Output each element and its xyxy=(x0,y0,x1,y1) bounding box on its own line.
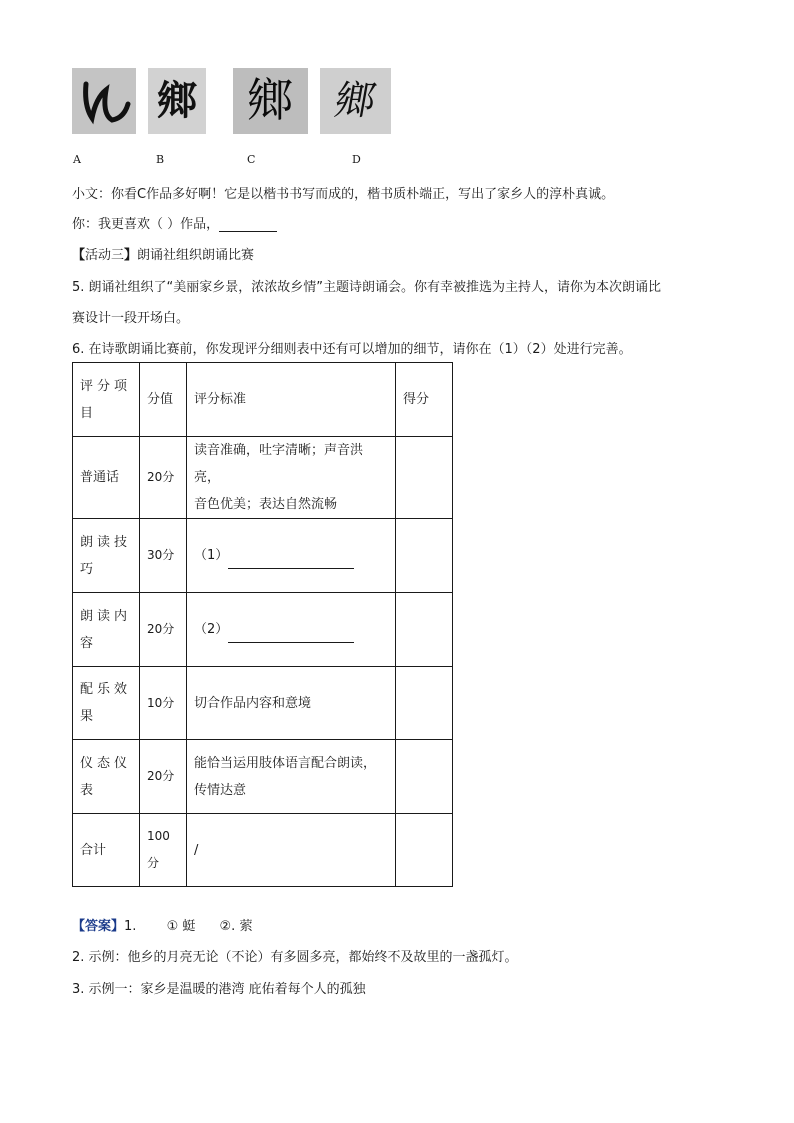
activity-three-heading xyxy=(72,244,254,263)
row-got[interactable] xyxy=(396,814,453,887)
activity-desc: 朗诵社组织朗诵比赛 xyxy=(137,248,255,263)
fill-blank-2[interactable] xyxy=(228,642,354,643)
row-criteria: 读音准确，吐字清晰；声音洪亮， 音色优美；表达自然流畅 xyxy=(187,437,396,519)
row-got[interactable] xyxy=(396,437,453,519)
table-row xyxy=(73,814,453,887)
row-item: 合计 xyxy=(73,814,140,887)
dialog-xiaowen: 小文：你看C作品多好啊！它是以楷书书写而成的，楷书质朴端正，写出了家乡人的淳朴真诚。 xyxy=(72,187,615,202)
table-row xyxy=(73,519,453,593)
bracket-open: 【 xyxy=(72,248,86,263)
calligraphy-image-c xyxy=(233,68,308,134)
answer-1: 蜓 xyxy=(182,919,196,934)
question-5-line1: 5. 朗诵社组织了“美丽家乡景，浓浓故乡情”主题诗朗诵会。你有幸被推选为主持人，请你为本次朗诵比 xyxy=(72,280,662,295)
answer-line-1 xyxy=(72,915,252,934)
answer-blank[interactable] xyxy=(219,231,277,232)
circled-one: ① xyxy=(166,919,179,934)
circled-two: ②. xyxy=(219,919,236,934)
bracket-close: 】 xyxy=(124,248,138,263)
option-label-b: B xyxy=(156,153,165,166)
option-label-d: D xyxy=(352,153,361,166)
row-item: 朗读技 巧 xyxy=(73,519,140,593)
answer-2: 萦 xyxy=(239,919,253,934)
row-score: 20分 xyxy=(140,740,187,814)
fill-blank-1[interactable] xyxy=(228,568,354,569)
table-row xyxy=(73,437,453,519)
row-got[interactable] xyxy=(396,740,453,814)
table-header-row xyxy=(73,363,453,437)
row-item: 仪态仪 表 xyxy=(73,740,140,814)
calli-d-glyph: 鄉 xyxy=(331,77,380,124)
row-item: 普通话 xyxy=(73,437,140,519)
table-row xyxy=(73,593,453,667)
row-item: 配乐效 果 xyxy=(73,667,140,740)
row-score: 100 分 xyxy=(140,814,187,887)
calligraphy-image-a xyxy=(72,68,136,134)
row-got[interactable] xyxy=(396,667,453,740)
row-score: 30分 xyxy=(140,519,187,593)
answer-label: 【答案】 xyxy=(72,919,125,934)
row-got[interactable] xyxy=(396,519,453,593)
table-row xyxy=(73,667,453,740)
option-label-c: C xyxy=(247,153,256,166)
dialog-you-prefix: 你：我更喜欢（ ）作品， xyxy=(72,217,220,232)
question-6: 6. 在诗歌朗诵比赛前，你发现评分细则表中还有可以增加的细节，请你在（1）（2）处进行完善。 xyxy=(72,342,632,357)
dialog-you xyxy=(72,213,277,232)
activity-title: 活动三 xyxy=(85,248,125,263)
row-score: 20分 xyxy=(140,437,187,519)
row-score: 10分 xyxy=(140,667,187,740)
header-criteria: 评分标准 xyxy=(187,363,396,437)
row-criteria: / xyxy=(187,814,396,887)
answer-q1-num: 1. xyxy=(124,919,137,934)
header-score: 分值 xyxy=(140,363,187,437)
row-criteria: 切合作品内容和意境 xyxy=(187,667,396,740)
answer-line-2: 2. 示例：他乡的月亮无论（不论）有多圆多亮，都始终不及故里的一盏孤灯。 xyxy=(72,950,518,965)
calli-c-glyph: 鄉 xyxy=(247,73,293,127)
row-criteria: （2） xyxy=(187,593,396,667)
scoring-table xyxy=(72,362,453,887)
calligraphy-image-b xyxy=(148,68,206,134)
row-score: 20分 xyxy=(140,593,187,667)
calli-b-glyph: 鄉 xyxy=(157,77,197,124)
calligraphy-image-d xyxy=(320,68,391,134)
table-row xyxy=(73,740,453,814)
row-got[interactable] xyxy=(396,593,453,667)
question-5-line2: 赛设计一段开场白。 xyxy=(72,311,190,326)
row-criteria: 能恰当运用肢体语言配合朗读， 传情达意 xyxy=(187,740,396,814)
answer-line-3: 3. 示例一：家乡是温暖的港湾 庇佑着每个人的孤独 xyxy=(72,982,366,997)
header-got: 得分 xyxy=(396,363,453,437)
row-item: 朗读内 容 xyxy=(73,593,140,667)
header-item: 评分项 目 xyxy=(73,363,140,437)
option-label-a: A xyxy=(73,153,81,166)
row-criteria: （1） xyxy=(187,519,396,593)
